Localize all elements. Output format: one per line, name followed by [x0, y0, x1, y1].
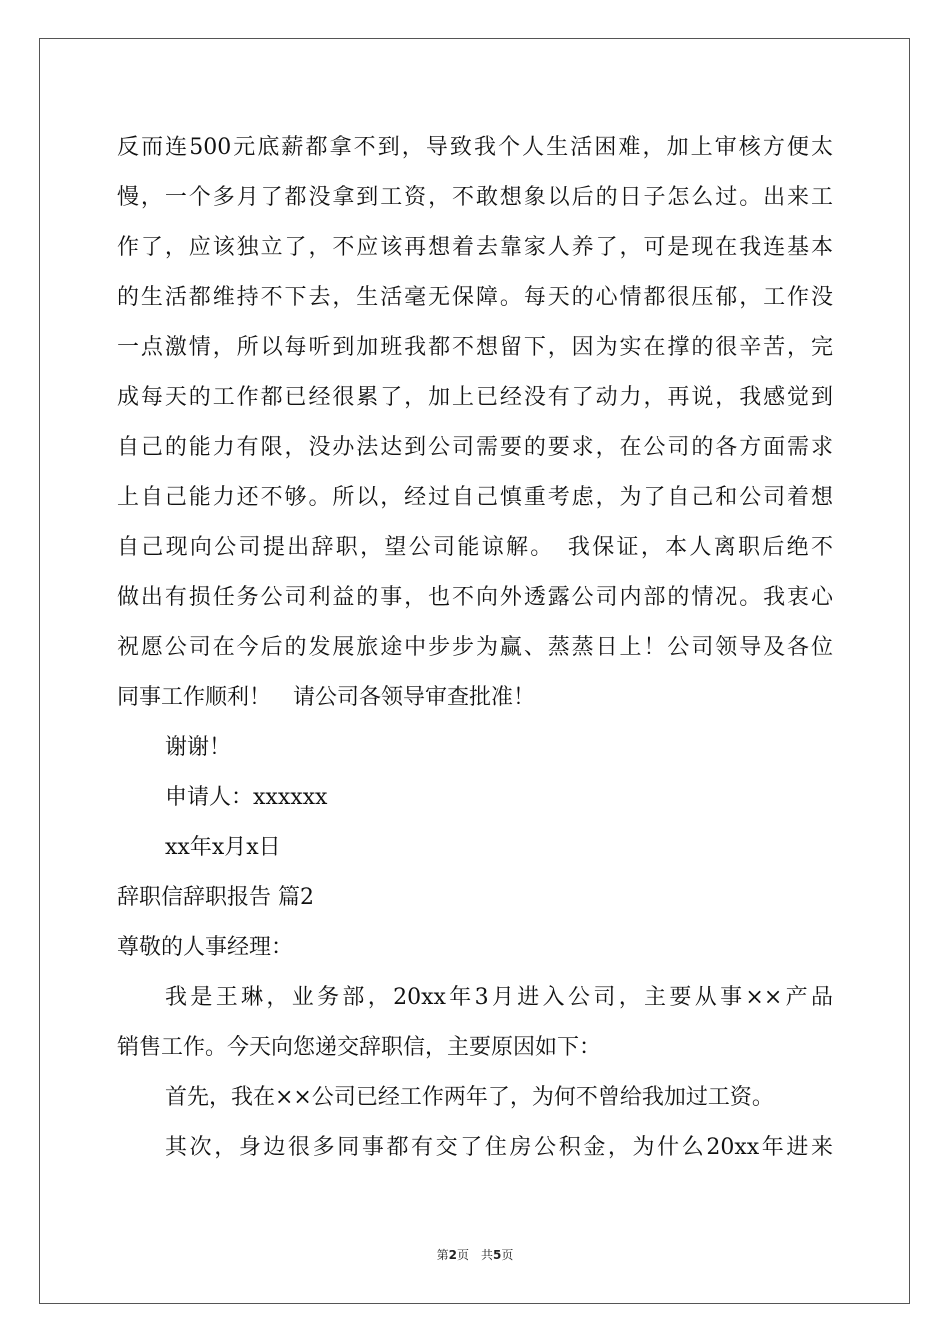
body-line: 反而连500元底薪都拿不到，导致我个人生活困难，加上审核方便太: [117, 135, 833, 160]
body-line: 慢，一个多月了都没拿到工资，不敢想象以后的日子怎么过。出来工: [117, 185, 833, 210]
body-line: 首先，我在××公司已经工作两年了，为何不曾给我加过工资。: [165, 1085, 774, 1110]
thanks-line: 谢谢！: [165, 735, 232, 760]
date-line: xx年x月x日: [165, 835, 281, 860]
applicant-line: 申请人：xxxxxx: [165, 785, 328, 810]
page-prefix: 第: [436, 1248, 449, 1262]
body-line: 祝愿公司在今后的发展旅途中步步为赢、蒸蒸日上！公司领导及各位: [117, 635, 833, 660]
body-line: 做出有损任务公司利益的事，也不向外透露公司内部的情况。我衷心: [117, 585, 833, 610]
page-suffix: 页: [501, 1248, 514, 1262]
body-line: 一点激情，所以每听到加班我都不想留下，因为实在撑的很辛苦，完: [117, 335, 833, 360]
body-line: 同事工作顺利！ 请公司各领导审查批准！: [117, 685, 536, 710]
body-line: 的生活都维持不下去，生活毫无保障。每天的心情都很压郁，工作没: [117, 285, 833, 310]
body-line: 成每天的工作都已经很累了，加上已经没有了动力，再说，我感觉到: [117, 385, 833, 410]
body-line: 作了，应该独立了，不应该再想着去靠家人养了，可是现在我连基本: [117, 235, 833, 260]
body-line: 自己现向公司提出辞职，望公司能谅解。 我保证，本人离职后绝不: [117, 535, 833, 560]
body-line: 其次，身边很多同事都有交了住房公积金，为什么20xx年进来: [165, 1135, 833, 1160]
body-line: 销售工作。今天向您递交辞职信，主要原因如下：: [117, 1035, 602, 1060]
page-current: 2: [448, 1248, 457, 1262]
page-total: 5: [493, 1248, 502, 1262]
page-footer: [0, 1246, 950, 1263]
page-mid: 页 共: [456, 1248, 493, 1262]
salutation: 尊敬的人事经理：: [117, 935, 294, 960]
body-line: 我是王琳，业务部，20xx年3月进入公司，主要从事××产品: [165, 985, 833, 1010]
body-line: 上自己能力还不够。所以，经过自己慎重考虑，为了自己和公司着想: [117, 485, 833, 510]
body-line: 自己的能力有限，没办法达到公司需要的要求，在公司的各方面需求: [117, 435, 833, 460]
section-heading: 辞职信辞职报告 篇2: [117, 885, 314, 910]
